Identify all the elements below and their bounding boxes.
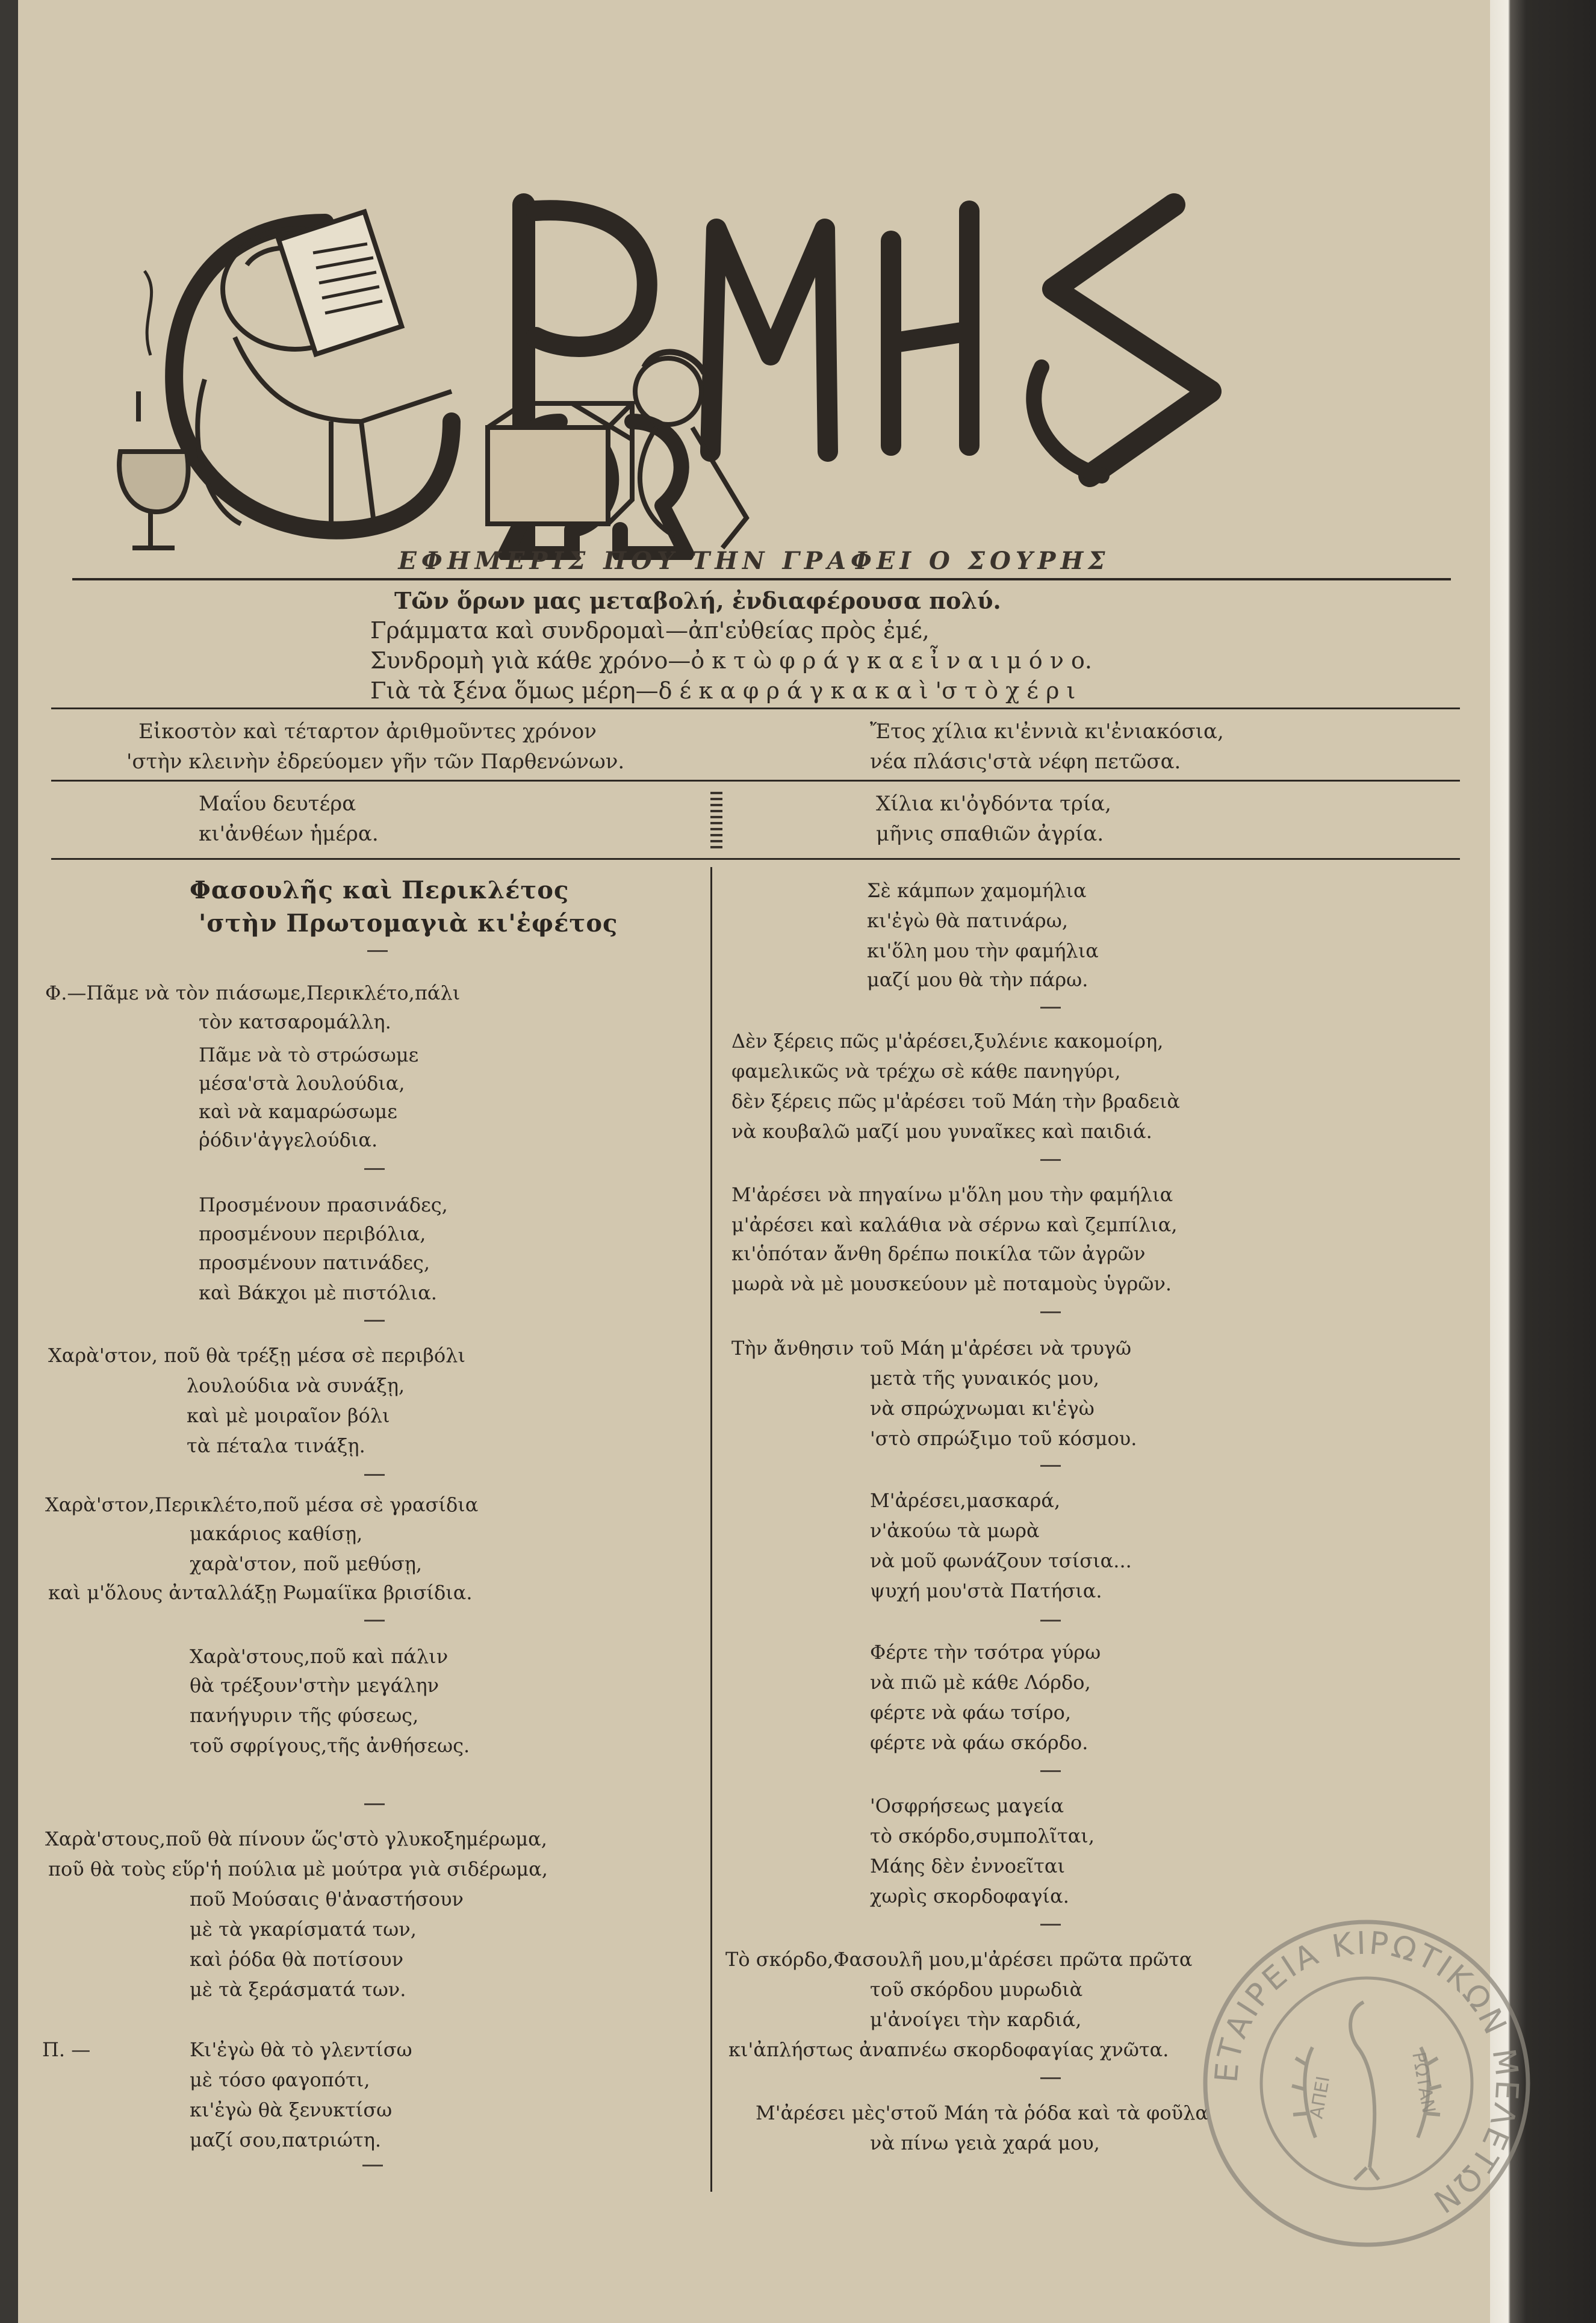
poem-line: νὰ κουβαλῶ μαζί μου γυναῖκες καὶ παιδιά.	[731, 1120, 1152, 1143]
poem-line: Προσμένουν πρασινάδες,	[199, 1193, 448, 1216]
poem-line: Χαρὰ'στον,Περικλέτο,ποῦ μέσα σὲ γρασίδια	[45, 1493, 479, 1516]
poem-line: καὶ μὲ μοιραῖον βόλι	[187, 1404, 390, 1427]
poem-line: νὰ πιῶ μὲ κάθε Λόρδο,	[870, 1671, 1091, 1694]
stamp-inner-left: ΑΠΕΙ	[1306, 2074, 1335, 2121]
stamp-ring-text: ΕΤΑΙΡΕΙΑ ΚΙΡΩΤΙΚΩΝ ΜΕΛΕΤΩΝ	[1208, 1925, 1525, 2221]
poem-line: μετὰ τῆς γυναικός μου,	[870, 1367, 1100, 1390]
terms-line-1: Τῶν ὅρων μας μεταβολή, ἐνδιαφέρουσα πολύ.	[394, 587, 1001, 614]
separator	[1040, 1924, 1061, 1926]
poem-line: φαμελικῶς νὰ τρέχω σὲ κάθε πανηγύρι,	[731, 1060, 1121, 1083]
separator	[364, 1168, 385, 1170]
poem-line: ῥόδιν'ἀγγελούδια.	[199, 1128, 378, 1151]
library-stamp	[1198, 1915, 1535, 2252]
separator	[1040, 1770, 1061, 1772]
poem-line: μ'ἀνοίγει τὴν καρδιά,	[870, 2008, 1082, 2031]
date-line-1: Μαΐου δευτέρα	[199, 792, 356, 816]
poem-line: 'στὸ σπρώξιμο τοῦ κόσμου.	[870, 1427, 1137, 1450]
poem-line: ν'ἀκούω τὰ μωρὰ	[870, 1519, 1040, 1542]
poem-line: Μάης δὲν ἐννοεῖται	[870, 1855, 1066, 1877]
ornament-rule	[710, 792, 722, 852]
masthead-logo	[114, 138, 1331, 560]
article-subtitle: 'στὴν Πρωτομαγιὰ κι'ἐφέτος	[199, 909, 618, 938]
poem-line: Τὴν ἄνθησιν τοῦ Μάη μ'ἀρέσει νὰ τρυγῶ	[731, 1337, 1132, 1360]
poem-line: καὶ μ'ὅλους ἀνταλλάξῃ Ρωμαίϊκα βρισίδια.	[48, 1581, 473, 1604]
year-line-1: Ἔτος χίλια κι'ἐννιὰ κι'ἐνιακόσια,	[870, 720, 1224, 744]
poem-line: νὰ πίνω γειὰ χαρά μου,	[870, 2132, 1100, 2154]
poem-line: μὲ τόσο φαγοπότι,	[190, 2068, 370, 2091]
divider	[51, 707, 1460, 709]
poem-line: χωρὶς σκορδοφαγία.	[870, 1885, 1069, 1908]
separator	[367, 950, 388, 952]
poem-line: μαζί μου θὰ τὴν πάρω.	[867, 968, 1088, 991]
poem-line: μακάριος καθίσῃ,	[190, 1522, 363, 1545]
poem-line: καὶ Βάκχοι μὲ πιστόλια.	[199, 1281, 437, 1304]
poem-line: Φ.—Πᾶμε νὰ τὸν πιάσωμε,Περικλέτο,πάλι	[45, 981, 461, 1004]
separator	[1040, 1007, 1061, 1009]
separator	[364, 1474, 385, 1476]
poem-line: φέρτε νὰ φάω τσίρο,	[870, 1701, 1072, 1724]
separator	[1040, 1465, 1061, 1467]
poem-line: χαρὰ'στον, ποῦ μεθύσῃ,	[190, 1552, 423, 1575]
issue-number-line-2: μῆνις σπαθιῶν ἀγρία.	[876, 822, 1104, 846]
poem-line: μὲ τὰ γκαρίσματά των,	[190, 1918, 417, 1941]
masthead-subtitle: ΕΦΗΜΕΡΙΣ ΠΟΥ ΤΗΝ ΓΡΑΦΕΙ Ο ΣΟΥΡΗΣ	[398, 547, 1110, 575]
poem-line: Φέρτε τὴν τσότρα γύρω	[870, 1641, 1101, 1664]
poem-line: Μ'ἀρέσει νὰ πηγαίνω μ'ὅλη μου τὴν φαμήλια	[731, 1183, 1173, 1206]
stamp-inner-right: ΡΩΤΑΝ	[1408, 2050, 1439, 2115]
poem-line: λουλούδια νὰ συνάξῃ,	[187, 1374, 405, 1397]
poem-line: Χαρὰ'στον, ποῦ θὰ τρέξῃ μέσα σὲ περιβόλι	[48, 1344, 465, 1367]
year-line-2: νέα πλάσις'στὰ νέφη πετῶσα.	[870, 750, 1181, 774]
poem-line: μαζί σου,πατριώτη.	[190, 2129, 382, 2151]
poem-line: τὸ σκόρδο,συμπολῖται,	[870, 1824, 1095, 1847]
terms-line-4: Γιὰ τὰ ξένα ὅμως μέρη—δ έ κ α φ ρ ά γ κ α κ α ὶ 'σ τ ὸ χ έ ρ ι	[370, 677, 1076, 704]
poem-line: κι'ὅλη μου τὴν φαμήλια	[867, 939, 1099, 962]
poem-line: ψυχή μου'στὰ Πατήσια.	[870, 1579, 1102, 1602]
poem-line: κι'ὁπόταν ἄνθη δρέπω ποικίλα τῶν ἀγρῶν	[731, 1242, 1146, 1265]
separator	[364, 1803, 385, 1805]
poem-line: Χαρὰ'στους,ποῦ καὶ πάλιν	[190, 1645, 449, 1668]
poem-line: Χαρὰ'στους,ποῦ θὰ πίνουν ὥς'στὸ γλυκοξημέρωμα,	[45, 1827, 547, 1850]
terms-line-2: Γράμματα καὶ συνδρομαὶ—ἀπ'εὐθείας πρὸς ἐμέ,	[370, 617, 930, 644]
column-rule	[710, 867, 712, 2192]
poem-line: τοῦ σκόρδου μυρωδιὰ	[870, 1978, 1083, 2001]
poem-line: τὰ πέταλα τινάξῃ.	[187, 1434, 365, 1457]
divider	[72, 578, 1451, 580]
speaker-label: Π. —	[42, 2038, 91, 2061]
separator	[1040, 1159, 1061, 1161]
separator	[1040, 2077, 1061, 2079]
poem-line: τοῦ σφρίγους,τῆς ἀνθήσεως.	[190, 1734, 470, 1757]
separator	[1040, 1311, 1061, 1313]
poem-line: κι'ἀπλήστως ἀναπνέω σκορδοφαγίας χνῶτα.	[728, 2038, 1169, 2061]
poem-line: 'Οσφρήσεως μαγεία	[870, 1794, 1064, 1817]
separator	[362, 2165, 383, 2166]
separator	[364, 1620, 385, 1622]
poem-line: ποῦ θὰ τοὺς εὕρ'ἡ πούλια μὲ μούτρα γιὰ σιδέρωμα,	[48, 1858, 548, 1880]
poem-line: Μ'ἀρέσει μὲς'στοῦ Μάη τὰ ῥόδα καὶ τὰ φοῦλα	[756, 2101, 1208, 2124]
poem-line: Τὸ σκόρδο,Φασουλῆ μου,μ'ἀρέσει πρῶτα πρῶτα	[725, 1948, 1193, 1971]
poem-line: δὲν ξέρεις πῶς μ'ἀρέσει τοῦ Μάη τὴν βραδειὰ	[731, 1090, 1180, 1113]
poem-line: φέρτε νὰ φάω σκόρδο.	[870, 1731, 1088, 1754]
poem-line: προσμένουν πατινάδες,	[199, 1251, 430, 1274]
poem-line: μὲ τὰ ξεράσματά των.	[190, 1978, 406, 2001]
issue-year-line-2: 'στὴν κλεινὴν ἐδρεύομεν γῆν τῶν Παρθενώνων.	[126, 750, 625, 774]
issue-year-line-1: Εἰκοστὸν καὶ τέταρτον ἀριθμοῦντες χρόνον	[138, 720, 597, 744]
poem-line: καὶ ῥόδα θὰ ποτίσουν	[190, 1948, 404, 1971]
date-line-2: κι'ἀνθέων ἡμέρα.	[199, 822, 379, 846]
separator	[1040, 1620, 1061, 1622]
poem-line: θὰ τρέξουν'στὴν μεγάλην	[190, 1674, 439, 1697]
poem-line: μέσα'στὰ λουλούδια,	[199, 1072, 405, 1095]
poem-line: μ'ἀρέσει καὶ καλάθια νὰ σέρνω καὶ ζεμπίλια,	[731, 1213, 1178, 1236]
svg-text:ΕΤΑΙΡΕΙΑ ΚΙΡΩΤΙΚΩΝ ΜΕΛΕΤΩΝ	[1208, 1925, 1524, 2221]
terms-line-3: Συνδρομὴ γιὰ κάθε χρόνο—ὀ κ τ ὼ φ ρ ά γ κ α ε ἶ ν α ι μ ό ν ο.	[370, 647, 1093, 674]
divider	[51, 780, 1460, 782]
poem-line: νὰ σπρώχνωμαι κι'ἐγὼ	[870, 1397, 1095, 1420]
poem-line: Πᾶμε νὰ τὸ στρώσωμε	[199, 1043, 419, 1066]
poem-line: νὰ μοῦ φωνάζουν τσίσια...	[870, 1549, 1132, 1572]
poem-line: Σὲ κάμπων χαμομήλια	[867, 879, 1087, 902]
article-title: Φασουλῆς καὶ Περικλέτος	[190, 876, 570, 904]
poem-line: μωρὰ νὰ μὲ μουσκεύουν μὲ ποταμοὺς ὑγρῶν.	[731, 1272, 1172, 1295]
poem-line: ποῦ Μούσαις θ'ἀναστήσουν	[190, 1888, 464, 1911]
poem-line: Μ'ἀρέσει,μασκαρά,	[870, 1489, 1061, 1512]
issue-number-line-1: Χίλια κι'ὀγδόντα τρία,	[876, 792, 1111, 816]
divider	[51, 858, 1460, 860]
poem-line: κι'ἐγὼ θὰ ξενυκτίσω	[190, 2098, 393, 2121]
poem-line: πανήγυριν τῆς φύσεως,	[190, 1704, 419, 1727]
separator	[364, 1320, 385, 1322]
poem-line: τὸν κατσαρομάλλη.	[199, 1010, 391, 1033]
poem-line: Κι'ἐγὼ θὰ τὸ γλεντίσω	[190, 2038, 412, 2061]
poem-line: προσμένουν περιβόλια,	[199, 1222, 426, 1245]
poem-line: Δὲν ξέρεις πῶς μ'ἀρέσει,ξυλένιε κακομοίρη,	[731, 1030, 1164, 1053]
poem-line: καὶ νὰ καμαρώσωμε	[199, 1100, 397, 1123]
poem-line: κι'ἐγὼ θὰ πατινάρω,	[867, 909, 1068, 932]
